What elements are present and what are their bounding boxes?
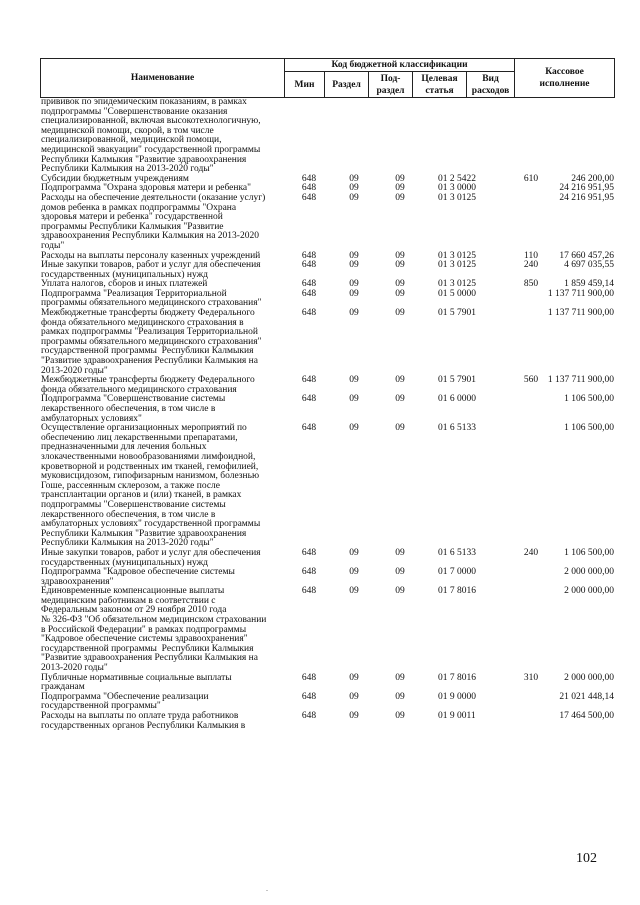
row-podrazdel: 09: [395, 672, 405, 683]
row-ministry-code: 648: [301, 375, 317, 386]
row-name: Публичные нормативные социальные выплаты гражданам: [41, 672, 232, 693]
row-name: Расходы на обеспечение деятельности (оказание услуг) домов ребенка в рамках подпрограммы "Охрана здоровья матери и ребенка" государственной программы Республики Калмыкия "Развитие здравоохранения Республики Калмыкия на 2013-2020 годы": [41, 192, 266, 251]
row-ministry-code: 648: [301, 711, 317, 721]
row-celevaya-statya: 01 3 0125: [438, 260, 476, 271]
row-kassovoe-ispolnenie: 1 106 500,00: [564, 423, 614, 434]
row-podrazdel: 09: [395, 423, 405, 434]
table-row: [40, 194, 614, 252]
header-celevaya-statya: Целевая статья: [413, 72, 467, 98]
row-podrazdel: 09: [395, 375, 405, 386]
row-kassovoe-ispolnenie: 21 021 448,14: [559, 691, 614, 702]
table-row: [40, 693, 614, 712]
row-celevaya-statya: 01 6 5133: [438, 423, 476, 434]
row-kassovoe-ispolnenie: 1 106 500,00: [564, 394, 614, 405]
row-kassovoe-ispolnenie: 2 000 000,00: [564, 672, 614, 683]
row-vid-rashodov: 560: [523, 375, 539, 386]
row-podrazdel: 09: [395, 183, 405, 194]
table-body: [40, 98, 614, 731]
table-row: [40, 395, 614, 424]
row-vid-rashodov: 240: [523, 260, 539, 271]
row-podrazdel: 09: [395, 260, 405, 271]
row-ministry-code: 648: [301, 173, 317, 184]
row-razdel: 09: [349, 394, 359, 405]
table-row: [40, 587, 614, 673]
row-celevaya-statya: 01 9 0011: [438, 711, 476, 721]
header-podrazdel: Под- раздел: [369, 72, 413, 98]
header-kod-klassifikacii: Код бюджетной классификации: [285, 59, 515, 72]
row-razdel: 09: [349, 375, 359, 386]
row-vid-rashodov: 110: [524, 250, 538, 261]
row-kassovoe-ispolnenie: 24 216 951,95: [559, 183, 614, 194]
table-row: [40, 712, 614, 731]
table-row: [40, 549, 614, 568]
row-name: прививок по эпидемическим показаниям, в рамках подпрограммы "Совершенствование оказания специализированной, включая высокотехнологичную, медицинской помощи, скорой, в том числе специализированной, медицинской помощи, медицинской эвакуации" государственной программы Республики Калмыкия "Развитие здравоохранения Республики Калмыкия на 2013-2020 годы": [41, 97, 261, 175]
row-razdel: 09: [349, 672, 359, 683]
row-celevaya-statya: 01 3 0125: [438, 279, 476, 290]
row-celevaya-statya: 01 7 8016: [438, 586, 476, 597]
row-razdel: 09: [349, 586, 359, 597]
row-razdel: 09: [349, 183, 359, 194]
row-podrazdel: 09: [395, 691, 405, 702]
row-razdel: 09: [349, 308, 359, 319]
row-name: Подпрограмма "Кадровое обеспечение системы здравоохранения": [41, 567, 235, 587]
row-celevaya-statya: 01 3 0000: [438, 183, 476, 194]
row-celevaya-statya: 01 5 7901: [438, 375, 476, 386]
table-row: [40, 376, 614, 395]
header-min: Мин: [285, 72, 325, 98]
row-razdel: 09: [349, 691, 359, 702]
row-podrazdel: 09: [395, 567, 405, 578]
row-kassovoe-ispolnenie: 24 216 951,95: [559, 192, 614, 203]
row-podrazdel: 09: [395, 250, 405, 261]
row-ministry-code: 648: [301, 260, 317, 271]
table-row: [40, 309, 614, 376]
row-razdel: 09: [349, 711, 359, 721]
row-razdel: 09: [349, 547, 359, 558]
row-name: Межбюджетные трансферты бюджету Федерального фонда обязательного медицинского страхования в рамках подпрограммы "Реализация Территориальной программы обязательного медицинского страхования" государственной программы Республики Калмыкия "Развитие здравоохранения Республики Калмыкия на 2013-2020 годы": [41, 308, 262, 376]
row-podrazdel: 09: [395, 547, 405, 558]
row-ministry-code: 648: [301, 308, 317, 319]
row-vid-rashodov: 310: [523, 672, 539, 683]
row-name: Подпрограмма "Совершенствование системы лекарственного обеспечения, в том числе в амбулаторных условиях": [41, 394, 226, 424]
row-ministry-code: 648: [301, 279, 317, 290]
row-ministry-code: 648: [301, 672, 317, 683]
row-razdel: 09: [349, 423, 359, 434]
table-row: [40, 568, 614, 587]
row-podrazdel: 09: [395, 192, 405, 203]
row-razdel: 09: [349, 250, 359, 261]
row-kassovoe-ispolnenie: 246 200,00: [571, 173, 614, 184]
row-celevaya-statya: 01 3 0125: [438, 192, 476, 203]
row-razdel: 09: [349, 567, 359, 578]
row-kassovoe-ispolnenie: 1 859 459,14: [564, 279, 614, 290]
row-celevaya-statya: 01 5 0000: [438, 288, 476, 299]
row-celevaya-statya: 01 7 0000: [438, 567, 476, 578]
row-kassovoe-ispolnenie: 2 000 000,00: [564, 586, 614, 597]
row-celevaya-statya: 01 5 7901: [438, 308, 476, 319]
row-razdel: 09: [349, 173, 359, 184]
table-row: [40, 674, 614, 693]
row-ministry-code: 648: [301, 288, 317, 299]
row-ministry-code: 648: [301, 586, 317, 597]
row-ministry-code: 648: [301, 250, 317, 261]
row-podrazdel: 09: [395, 173, 405, 184]
row-razdel: 09: [349, 192, 359, 203]
header-naimenovanie: Наименование: [41, 59, 285, 98]
row-name: Подпрограмма "Охрана здоровья матери и ребенка": [41, 183, 252, 194]
row-ministry-code: 648: [301, 394, 317, 405]
row-kassovoe-ispolnenie: 17 464 500,00: [559, 711, 614, 721]
row-celevaya-statya: 01 9 0000: [438, 691, 476, 702]
row-ministry-code: 648: [301, 567, 317, 578]
scan-dot: .: [266, 884, 268, 893]
row-kassovoe-ispolnenie: 1 106 500,00: [564, 547, 614, 558]
row-razdel: 09: [349, 288, 359, 299]
row-name: Иные закупки товаров, работ и услуг для обеспечения государственных (муниципальных) нужд: [41, 260, 261, 280]
row-name: Расходы на выплаты персоналу казенных учреждений: [41, 250, 261, 261]
row-ministry-code: 648: [301, 547, 317, 558]
row-podrazdel: 09: [395, 394, 405, 405]
row-kassovoe-ispolnenie: 17 660 457,26: [559, 250, 614, 261]
table-header: [40, 58, 615, 98]
row-name: Осуществление организационных мероприятий по обеспечению лиц лекарственными препаратами, предназначенными для лечения больных злокачественными новообразованиями лимфоидной, кроветворной и родственных им тканей, гемофилией, муковисцидозом, гипофизарным нанизмом, болезнью Гоше, рассеянным склерозом, а также после трансплантации органов и (или) тканей, в рамках подпрограммы "Совершенствование системы лекарственного обеспечения, в том числе в амбулаторных условиях" государственной программы Республики Калмыкия "Развитие здравоохранения Республики Калмыкия на 2013-2020 годы": [41, 423, 261, 549]
row-name: Межбюджетные трансферты бюджету Федерального фонда обязательного медицинского страхования: [41, 375, 255, 395]
row-name: Иные закупки товаров, работ и услуг для обеспечения государственных (муниципальных) нужд: [41, 547, 261, 568]
header-kassovoe-ispolnenie: Кассовое исполнение: [515, 59, 615, 98]
row-podrazdel: 09: [395, 288, 405, 299]
row-kassovoe-ispolnenie: 2 000 000,00: [564, 567, 614, 578]
row-name: Субсидии бюджетным учреждениям: [41, 173, 189, 184]
row-razdel: 09: [349, 279, 359, 290]
table-row: [40, 261, 614, 280]
row-vid-rashodov: 610: [523, 173, 539, 184]
table-row: [40, 98, 614, 175]
row-podrazdel: 09: [395, 279, 405, 290]
row-kassovoe-ispolnenie: 4 697 035,55: [564, 260, 614, 271]
row-kassovoe-ispolnenie: 1 137 711 900,00: [547, 308, 614, 319]
row-celevaya-statya: 01 6 5133: [438, 547, 476, 558]
header-razdel: Раздел: [325, 72, 369, 98]
row-celevaya-statya: 01 2 5422: [438, 173, 476, 184]
row-vid-rashodov: 850: [523, 279, 539, 290]
row-ministry-code: 648: [301, 691, 317, 702]
row-celevaya-statya: 01 7 8016: [438, 672, 476, 683]
row-podrazdel: 09: [395, 586, 405, 597]
row-name: Уплата налогов, сборов и иных платежей: [41, 279, 208, 290]
row-kassovoe-ispolnenie: 1 137 711 900,00: [547, 375, 614, 386]
header-vid-rashodov: Вид расходов: [467, 72, 515, 98]
row-name: Расходы на выплаты по оплате труда работников государственных органов Республики Калмыкия в: [41, 711, 246, 731]
row-podrazdel: 09: [395, 308, 405, 319]
row-name: Подпрограмма "Реализация Территориальной программы обязательного медицинского страхования": [41, 288, 262, 309]
row-ministry-code: 648: [301, 423, 317, 434]
row-ministry-code: 648: [301, 183, 317, 194]
row-ministry-code: 648: [301, 192, 317, 203]
row-name: Единовременные компенсационные выплаты медицинским работникам в соответствии с Федеральным законом от 29 ноября 2010 года № 326-ФЗ "Об обязательном медицинском страховании в Российской Федерации" в рамках подпрограммы "Кадровое обеспечение системы здравоохранения" государственной программы Республики Калмыкия "Развитие здравоохранения Республики Калмыкия на 2013-2020 годы": [41, 586, 267, 674]
row-kassovoe-ispolnenie: 1 137 711 900,00: [547, 288, 614, 299]
document-page: [40, 58, 614, 731]
row-podrazdel: 09: [395, 711, 405, 721]
row-celevaya-statya: 01 3 0125: [438, 250, 476, 261]
row-name: Подпрограмма "Обеспечение реализации государственной программы": [41, 691, 209, 712]
row-vid-rashodov: 240: [523, 547, 539, 558]
row-celevaya-statya: 01 6 0000: [438, 394, 476, 405]
page-number: 102: [576, 851, 597, 866]
row-razdel: 09: [349, 260, 359, 271]
table-row: [40, 424, 614, 549]
table-row: [40, 290, 614, 309]
